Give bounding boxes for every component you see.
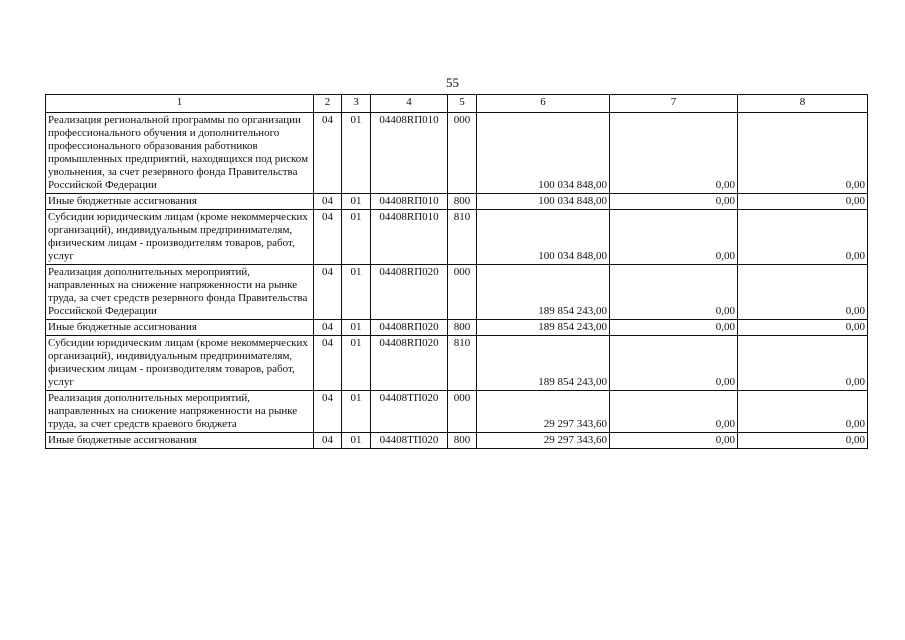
row-amount-8: 0,00 [738, 391, 868, 433]
row-target-article: 04408RП020 [371, 265, 448, 320]
row-amount-8: 0,00 [738, 194, 868, 210]
row-expense-type: 810 [448, 336, 477, 391]
row-expense-type: 000 [448, 113, 477, 194]
table-row [46, 336, 868, 391]
row-expense-type: 000 [448, 391, 477, 433]
row-amount-6: 29 297 343,60 [477, 433, 610, 449]
row-section: 04 [314, 320, 342, 336]
row-subsection: 01 [342, 320, 371, 336]
table-row [46, 210, 868, 265]
row-name: Субсидии юридическим лицам (кроме некоммерческих организаций), индивидуальным предпринимателям, физическим лицам - производителям товаров, работ, услуг [46, 210, 314, 265]
row-target-article: 04408RП010 [371, 210, 448, 265]
row-target-article: 04408RП020 [371, 336, 448, 391]
column-header: 3 [342, 95, 371, 113]
column-header: 7 [610, 95, 738, 113]
row-subsection: 01 [342, 113, 371, 194]
row-name: Реализация региональной программы по организации профессионального обучения и дополнительного профессионального образования работников промышленных предприятий, находящихся под риском увольнения, за счет резервного фонда Правительства Российской Федерации [46, 113, 314, 194]
row-subsection: 01 [342, 265, 371, 320]
row-amount-8: 0,00 [738, 265, 868, 320]
column-header: 1 [46, 95, 314, 113]
row-amount-8: 0,00 [738, 320, 868, 336]
column-header: 8 [738, 95, 868, 113]
row-amount-6: 189 854 243,00 [477, 336, 610, 391]
table-row [46, 113, 868, 194]
row-amount-6: 100 034 848,00 [477, 194, 610, 210]
row-amount-8: 0,00 [738, 210, 868, 265]
column-header: 5 [448, 95, 477, 113]
row-expense-type: 800 [448, 320, 477, 336]
column-header: 4 [371, 95, 448, 113]
row-subsection: 01 [342, 210, 371, 265]
table-row [46, 194, 868, 210]
row-amount-8: 0,00 [738, 433, 868, 449]
row-amount-7: 0,00 [610, 433, 738, 449]
row-amount-7: 0,00 [610, 194, 738, 210]
row-expense-type: 810 [448, 210, 477, 265]
row-amount-6: 29 297 343,60 [477, 391, 610, 433]
row-section: 04 [314, 433, 342, 449]
row-section: 04 [314, 113, 342, 194]
row-subsection: 01 [342, 433, 371, 449]
row-target-article: 04408ТП020 [371, 433, 448, 449]
row-target-article: 04408ТП020 [371, 391, 448, 433]
row-name: Иные бюджетные ассигнования [46, 433, 314, 449]
column-header: 6 [477, 95, 610, 113]
row-target-article: 04408RП010 [371, 194, 448, 210]
row-amount-6: 189 854 243,00 [477, 320, 610, 336]
row-amount-7: 0,00 [610, 391, 738, 433]
row-section: 04 [314, 391, 342, 433]
row-amount-7: 0,00 [610, 113, 738, 194]
row-amount-7: 0,00 [610, 265, 738, 320]
row-amount-6: 100 034 848,00 [477, 113, 610, 194]
row-amount-6: 100 034 848,00 [477, 210, 610, 265]
row-section: 04 [314, 194, 342, 210]
row-name: Иные бюджетные ассигнования [46, 320, 314, 336]
row-section: 04 [314, 265, 342, 320]
row-name: Субсидии юридическим лицам (кроме некоммерческих организаций), индивидуальным предпринимателям, физическим лицам - производителям товаров, работ, услуг [46, 336, 314, 391]
row-section: 04 [314, 336, 342, 391]
row-amount-7: 0,00 [610, 320, 738, 336]
row-expense-type: 800 [448, 194, 477, 210]
row-subsection: 01 [342, 336, 371, 391]
table-row [46, 433, 868, 449]
row-amount-8: 0,00 [738, 336, 868, 391]
column-header: 2 [314, 95, 342, 113]
row-amount-7: 0,00 [610, 336, 738, 391]
table-row [46, 265, 868, 320]
row-amount-8: 0,00 [738, 113, 868, 194]
row-target-article: 04408RП010 [371, 113, 448, 194]
row-name: Реализация дополнительных мероприятий, направленных на снижение напряженности на рынке труда, за счет средств краевого бюджета [46, 391, 314, 433]
row-amount-6: 189 854 243,00 [477, 265, 610, 320]
page-number: 55 [446, 75, 459, 90]
table-row [46, 391, 868, 433]
table-row [46, 320, 868, 336]
row-amount-7: 0,00 [610, 210, 738, 265]
row-expense-type: 800 [448, 433, 477, 449]
row-section: 04 [314, 210, 342, 265]
budget-table [45, 94, 868, 449]
row-subsection: 01 [342, 391, 371, 433]
header-row [46, 95, 868, 113]
row-name: Реализация дополнительных мероприятий, направленных на снижение напряженности на рынке труда, за счет средств резервного фонда Правительства Российской Федерации [46, 265, 314, 320]
row-expense-type: 000 [448, 265, 477, 320]
row-target-article: 04408RП020 [371, 320, 448, 336]
row-name: Иные бюджетные ассигнования [46, 194, 314, 210]
row-subsection: 01 [342, 194, 371, 210]
